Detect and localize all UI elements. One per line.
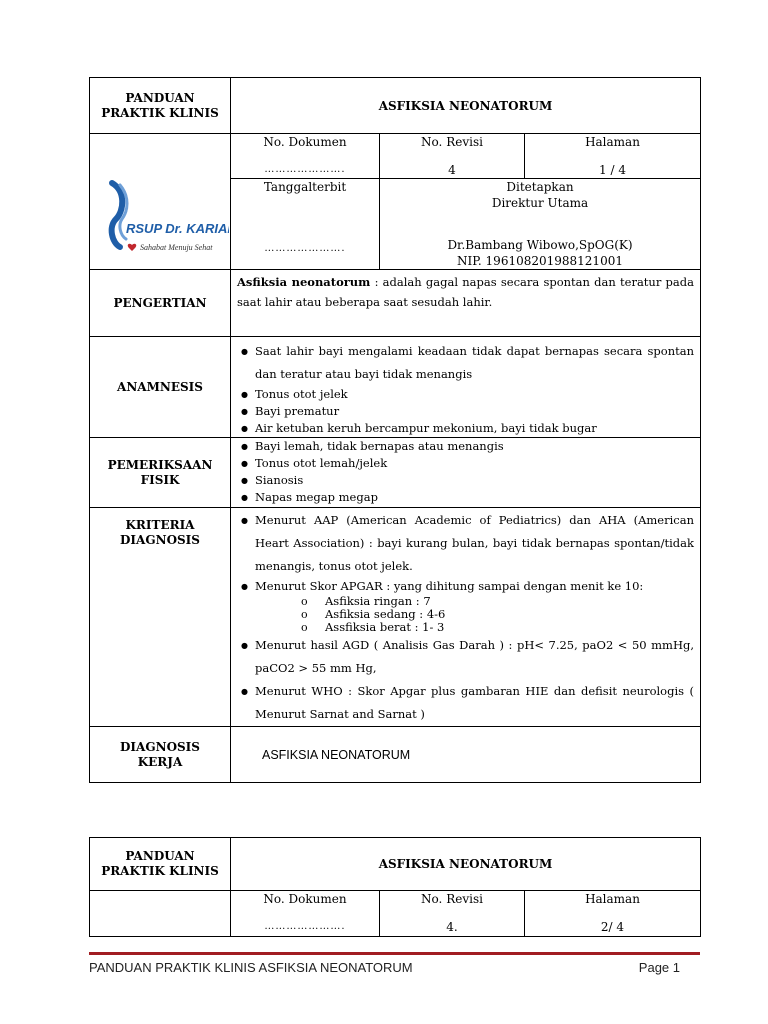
director-name: Dr.Bambang Wibowo,SpOG(K)	[447, 238, 633, 252]
hospital-logo	[90, 134, 231, 270]
kriteria-list-2	[231, 634, 700, 726]
doc-type-label: PANDUAN PRAKTIK KLINIS	[90, 838, 231, 891]
revision-cell: No. Revisi 4	[380, 134, 525, 179]
page-cell: Halaman 1 / 4	[525, 134, 701, 179]
heart-icon	[128, 244, 136, 251]
anamnesis-content	[231, 337, 701, 438]
anamnesis-list	[231, 340, 700, 437]
apgar-sublist	[231, 595, 700, 634]
pemeriksaan-label: PEMERIKSAAN FISIK	[90, 438, 231, 508]
doc-title: ASFIKSIA NEONATORUM	[231, 78, 701, 134]
list-item: ● Napas megap megap	[239, 489, 694, 506]
pengertian-content: Asfiksia neonatorum : adalah gagal napas secara spontan dan teratur pada saat lahir atau beberapa saat sesudah lahir.	[231, 270, 701, 337]
rsup-kariadi-logo-icon	[90, 135, 229, 265]
diagnosis-kerja-label: DIAGNOSIS KERJA	[90, 727, 231, 783]
kriteria-content	[231, 508, 701, 727]
list-item: o Assfiksia berat : 1- 3	[301, 621, 700, 634]
list-item: ● Tonus otot lemah/jelek	[239, 455, 694, 472]
pemeriksaan-content	[231, 438, 701, 508]
list-item: ● Menurut hasil AGD ( Analisis Gas Darah ) : pH< 7.25, paO2 < 50 mmHg, paCO2 > 55 mm Hg,	[239, 634, 694, 680]
list-item: ● Menurut WHO : Skor Apgar plus gambaran HIE dan defisit neurologis ( Menurut Sarnat and Sarnat )	[239, 680, 694, 726]
pemeriksaan-list	[231, 438, 700, 506]
doc-title: ASFIKSIA NEONATORUM	[231, 838, 701, 891]
list-item: ● Bayi lemah, tidak bernapas atau menangis	[239, 438, 694, 455]
revision-cell: No. Revisi 4.	[380, 891, 525, 937]
anamnesis-label: ANAMNESIS	[90, 337, 231, 438]
page-footer	[89, 952, 700, 981]
list-item: ● Menurut AAP (American Academic of Pediatrics) dan AHA (American Heart Association) : bayi kurang bulan, bayi tidak bernapas spontan/tidak menangis, tonus otot jelek.	[239, 509, 694, 578]
list-item: ● Sianosis	[239, 472, 694, 489]
director-nip: NIP. 196108201988121001	[457, 254, 623, 268]
doc-number-cell: No. Dokumen ………………….	[231, 134, 380, 179]
page-number: Page 1	[638, 960, 680, 975]
issue-date-cell: Tanggalterbit ………………….	[231, 179, 380, 270]
logo-tagline: Sahabat Menuju Sehat	[140, 243, 213, 252]
approval-cell: Ditetapkan Direktur Utama Dr.Bambang Wibowo,SpOG(K) NIP. 196108201988121001	[380, 179, 701, 270]
pengertian-label: PENGERTIAN	[90, 270, 231, 337]
clinical-guide-table	[89, 77, 701, 783]
logo-cell-empty	[90, 891, 231, 937]
doc-number-cell: No. Dokumen ………………….	[231, 891, 380, 937]
kriteria-list	[231, 509, 700, 595]
logo-text: RSUP Dr. KARIADI	[126, 221, 229, 236]
footer-title: PANDUAN PRAKTIK KLINIS ASFIKSIA NEONATORUM	[89, 960, 413, 975]
list-item: o Asfiksia ringan : 7	[301, 595, 700, 608]
kriteria-label: KRITERIA DIAGNOSIS	[90, 508, 231, 727]
list-item: ● Air ketuban keruh bercampur mekonium, bayi tidak bugar	[239, 420, 694, 437]
clinical-guide-table-page2	[89, 837, 701, 937]
diagnosis-kerja-value: ASFIKSIA NEONATORUM	[231, 727, 701, 783]
list-item: ● Bayi prematur	[239, 403, 694, 420]
doc-type-label: PANDUAN PRAKTIK KLINIS	[90, 78, 231, 134]
list-item: ● Menurut Skor APGAR : yang dihitung sampai dengan menit ke 10:	[239, 578, 694, 595]
page-cell: Halaman 2/ 4	[525, 891, 701, 937]
list-item: ● Tonus otot jelek	[239, 386, 694, 403]
list-item: o Asfiksia sedang : 4-6	[301, 608, 700, 621]
list-item: ● Saat lahir bayi mengalami keadaan tidak dapat bernapas secara spontan dan teratur atau bayi tidak menangis	[239, 340, 694, 386]
